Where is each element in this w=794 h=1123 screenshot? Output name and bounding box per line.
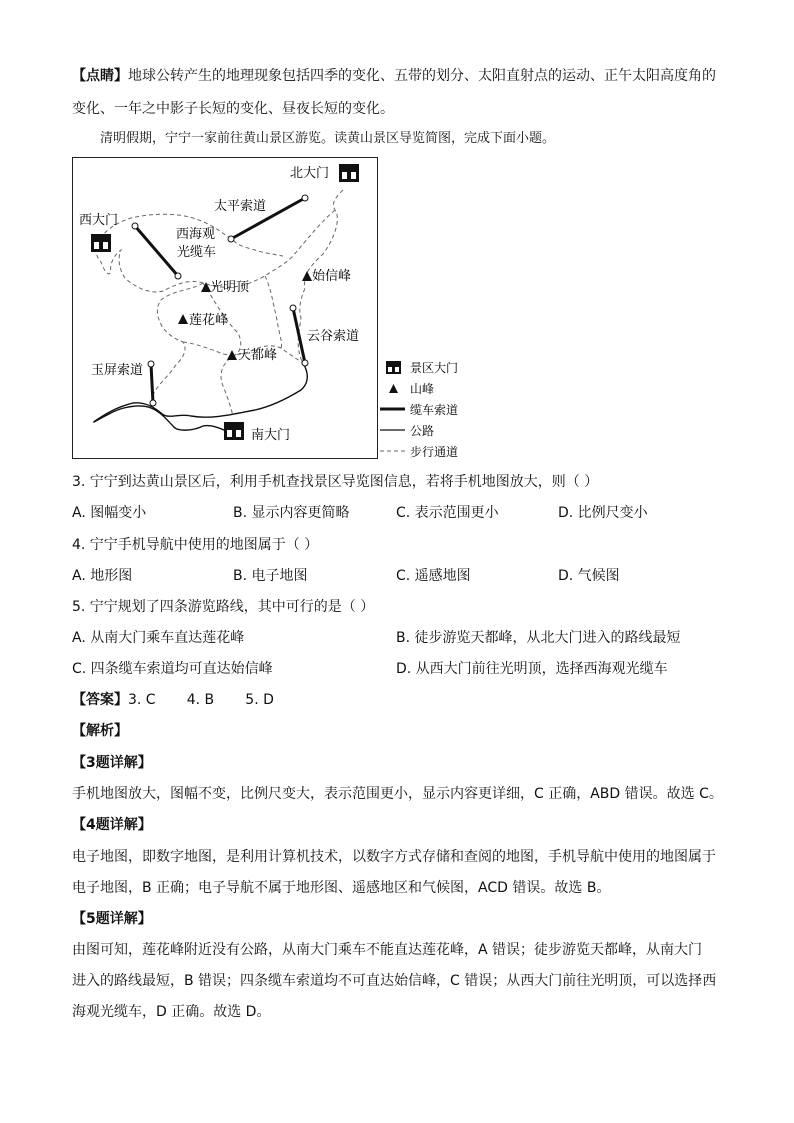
q4-option-c: C. 遥感地图	[396, 568, 471, 584]
map-legend	[380, 358, 490, 458]
d5-line3: 海观光缆车，D 正确。故选 D。	[72, 1004, 271, 1020]
analysis-tag: 【解析】	[72, 723, 128, 739]
dianjing-tag: 【点睛】	[72, 68, 128, 84]
q5-stem: 5. 宁宁规划了四条游览路线，其中可行的是（ ）	[72, 599, 375, 615]
map-canvas	[73, 158, 377, 458]
d4-tag: 【4题详解】	[72, 817, 152, 833]
q3-option-d: D. 比例尺变小	[558, 505, 648, 521]
lianhua-label: 莲花峰	[189, 313, 229, 328]
gate-icon	[224, 422, 244, 440]
peak-icon	[178, 314, 188, 324]
q3-stem: 3. 宁宁到达黄山景区后，利用手机查找景区导览图信息，若将手机地图放大，则（ ）	[72, 474, 599, 490]
yuping-cableway	[151, 364, 153, 403]
q5-option-a: A. 从南大门乘车直达莲花峰	[72, 630, 245, 646]
gate-icon	[386, 361, 401, 374]
west-gate-label: 西大门	[79, 213, 119, 228]
yungu-label: 云谷索道	[307, 329, 360, 344]
d4-line2: 电子地图，B 正确；电子导航不属于地形图、遥感地区和气候图，ACD 错误。故选 B。	[72, 880, 611, 896]
south-gate-label: 南大门	[251, 428, 291, 443]
dianjing-text1: 地球公转产生的地理现象包括四季的变化、五带的划分、太阳直射点的运动、正午太阳高度角的	[128, 68, 716, 84]
q4-option-a: A. 地形图	[72, 568, 133, 584]
dianjing-line1	[72, 66, 716, 86]
answer-tag: 【答案】	[72, 692, 128, 708]
peak-icon	[302, 271, 312, 281]
d3-tag: 【3题详解】	[72, 755, 152, 771]
xihai-label-2: 光缆车	[177, 245, 217, 260]
peak-icon	[389, 384, 398, 393]
q4-stem: 4. 宁宁手机导航中使用的地图属于（ ）	[72, 537, 319, 553]
yuping-label: 玉屏索道	[91, 363, 144, 378]
q4-option-b: B. 电子地图	[233, 568, 308, 584]
q4-option-d: D. 气候图	[558, 568, 620, 584]
taiping-label: 太平索道	[214, 199, 267, 214]
shixin-label: 始信峰	[312, 269, 352, 284]
d5-tag: 【5题详解】	[72, 911, 152, 927]
legend-label: 步行通道	[410, 445, 459, 458]
xihai-cableway	[135, 226, 178, 276]
d5-line1: 由图可知，莲花峰附近没有公路，从南大门乘车不能直达莲花峰，A 错误；徒步游览天都峰，从南大门	[72, 942, 703, 958]
legend-label: 山峰	[410, 382, 435, 396]
q3-option-b: B. 显示内容更简略	[233, 505, 350, 521]
q3-option-c: C. 表示范围更小	[396, 505, 499, 521]
huangshan-map	[72, 157, 378, 459]
legend-label: 景区大门	[410, 361, 459, 375]
guangming-label: 光明顶	[210, 280, 250, 295]
d5-line2: 进入的路线最短，B 错误；四条缆车索道均不可直达始信峰，C 错误；从西大门前往光明顶，可以选择西	[72, 973, 717, 989]
xihai-label: 西海观	[176, 227, 216, 242]
q3-option-a: A. 图幅变小	[72, 505, 147, 521]
question-intro: 清明假期，宁宁一家前往黄山景区游览。读黄山景区导览简图，完成下面小题。	[100, 131, 556, 146]
tiandu-label: 天都峰	[238, 348, 278, 363]
gate-icon	[339, 164, 359, 182]
dianjing-line2: 变化、一年之中影子长短的变化、昼夜长短的变化。	[72, 101, 394, 117]
answer-line	[72, 690, 274, 710]
q5-option-c: C. 四条缆车索道均可直达始信峰	[72, 661, 273, 677]
d3-text: 手机地图放大，图幅不变，比例尺变大，表示范围更小，显示内容更详细，C 正确，ABD 错误。故选 C。	[72, 786, 723, 802]
d4-line1: 电子地图，即数字地图，是利用计算机技术，以数字方式存储和查阅的地图，手机导航中使用的地图属于	[72, 849, 716, 865]
q5-option-b: B. 徒步游览天都峰，从北大门进入的路线最短	[396, 630, 681, 646]
legend-label: 缆车索道	[410, 403, 459, 417]
trail-network-south	[152, 276, 303, 416]
answer-text: 3. C 4. B 5. D	[128, 692, 274, 708]
gate-icon	[91, 234, 111, 252]
legend-label: 公路	[410, 424, 435, 438]
q5-option-d: D. 从西大门前往光明顶，选择西海观光缆车	[396, 661, 668, 677]
yungu-cableway	[293, 308, 305, 363]
north-gate-label: 北大门	[290, 166, 330, 181]
